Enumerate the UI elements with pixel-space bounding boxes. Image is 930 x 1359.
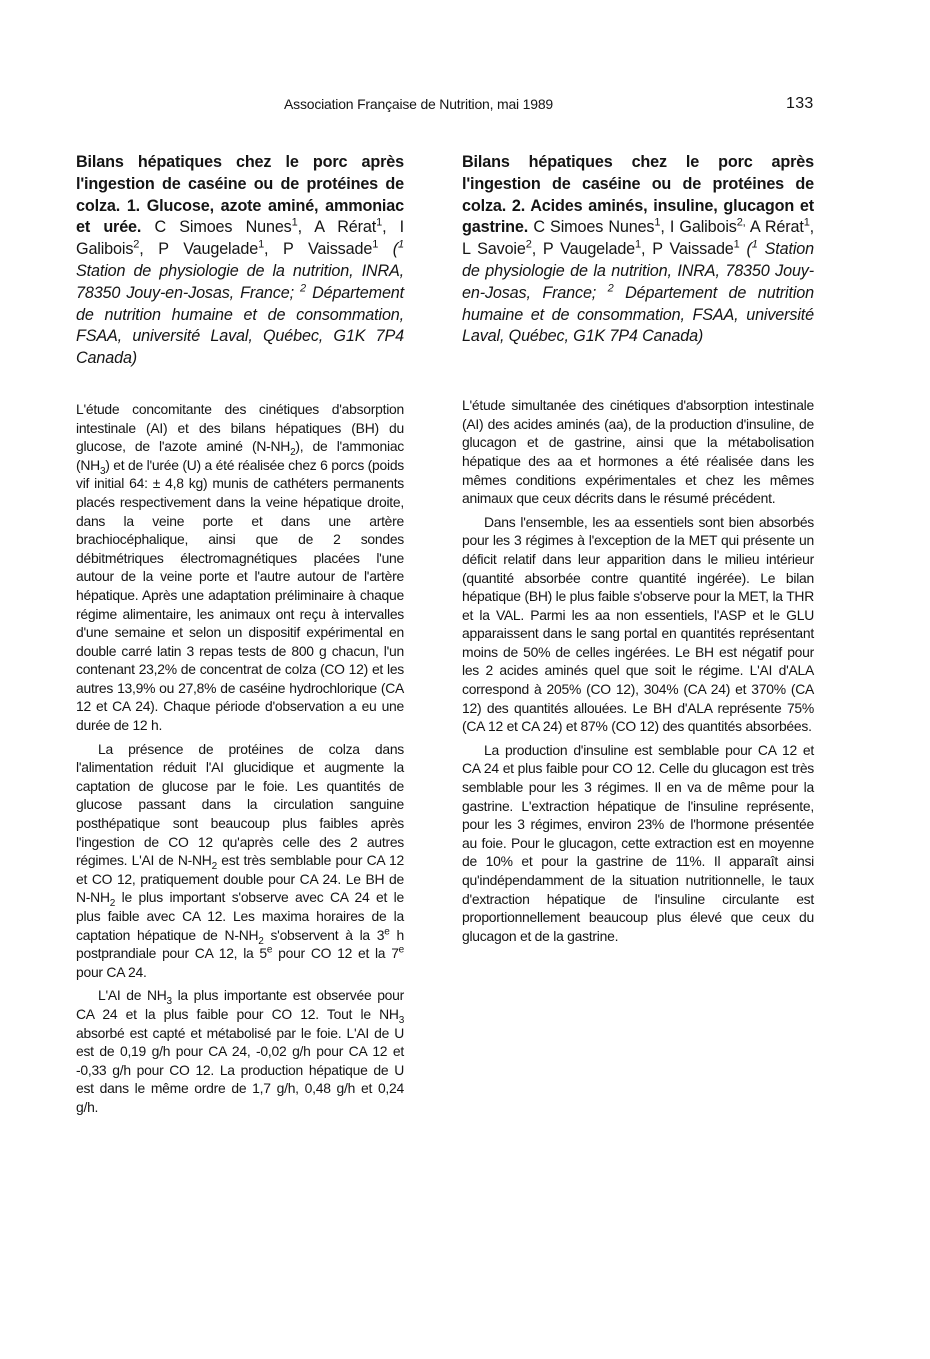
author: , I Galibois [660, 218, 737, 237]
left-affiliation: ($^1$ Station de physiologie de la nutrition, INRA, 78350 Jouy-en-Josas, France; $^2$ Département de nutrition humaine et de consommation, FSAA, université Laval, Québec, G1K 7P4 Canada) [76, 238, 404, 368]
right-abstract-title: Bilans hépatiques chez le porc après l'ingestion de caséine ou de protéines de colza. 2. Acides aminés, insuline, glucagon et gastrine. [462, 153, 814, 237]
right-affiliation: ($^1$ Station de physiologie de la nutrition, INRA, 78350 Jouy-en-Josas, France; $^2$ Département de nutrition humaine et de consommation, FSAA, université Laval, Québec, G1K 7P4 Canada) [462, 238, 814, 346]
right-abstract-header [462, 152, 814, 348]
author: , P Vaugelade [531, 240, 636, 259]
author-affil-mark: 1 [372, 238, 379, 251]
left-paragraph-1: L'étude concomitante des cinétiques d'absorption intestinale (AI) et des bilans hépatiques (BH) du glucose, de l'azote aminé $(N-NH_2)$, de l'ammoniac $(NH_3)$ et de l'urée (U) a été réalisée chez 6 porcs (poids vif initial 64: ± 4,8 kg) munis de cathéters permanents placés respectivement dans la veine hépatique droite, dans la veine porte et dans une artère brachiocéphalique, ainsi que de 2 sondes débitmétriques électromagnétiques placées l'une autour de la veine porte et l'autre autour de l'artère hépatique. Après une adaptation préliminaire à chaque régime alimentaire, les animaux ont reçu à intervalles d'une semaine et selon un dispositif expérimental en double carré latin 3 repas tests de 800 g chacun, l'un contenant 23,2% de concentrat de colza (CO 12) et les autres 13,9% ou 27,8% de caséine hydrochlorique (CA 12 et CA 24). Chaque période d'observation a eu une durée de 12 h. [76, 400, 405, 734]
author: , L Savoie [462, 218, 815, 259]
running-header [0, 96, 930, 118]
author-affil-mark: 1 [376, 217, 383, 229]
author-affil-mark: 2, [736, 217, 746, 229]
left-abstract-header [76, 152, 404, 370]
author: C Simoes Nunes [533, 218, 655, 237]
author-affil-mark: 1 [291, 217, 298, 229]
author-affil-mark: 2 [525, 238, 532, 251]
author: A Rérat [745, 218, 804, 237]
left-paragraph-3: L'AI de $NH_3$ la plus importante est observée pour CA 24 et la plus faible pour CO 12. Tout le $NH_3$ absorbé est capté et métabolisé par le foie. L'AI de U est de 0,19 g/h pour CA 24, -0,02 g/h pour CA 12 et -0,33 g/h pour CO 12. La production hépatique de U est dans le même ordre de 1,7 g/h, 0,48 g/h et 0,24 g/h. [76, 987, 405, 1115]
left-abstract [76, 152, 404, 1122]
author: , I Galibois [76, 218, 404, 259]
author: , P Vaissade [641, 240, 734, 259]
author-affil-mark: 2 [133, 238, 140, 251]
author-affil-mark: 1 [258, 238, 265, 251]
author: , P Vaissade [264, 240, 373, 259]
page-number: 133 [786, 95, 814, 112]
left-abstract-title: Bilans hépatiques chez le porc après l'ingestion de caséine ou de protéines de colza. 1. Glucose, azote aminé, ammoniac et urée. [76, 153, 404, 237]
right-paragraph-3: La production d'insuline est semblable pour CA 12 et CA 24 et plus faible pour CO 12. Celle du glucagon est très semblable pour les 3 régimes. Il en va de même pour la gastrine. L'extraction hépatique de l'insuline représente, pour les 3 régimes, environ 23% de l'hormone présentée au foie. Pour le glucagon, cette extraction est en moyenne de 10% et pour la gastrine de 11%. Il apparaît ainsi qu'indépendamment de la situation nutritionnelle, le taux d'extraction hépatique de l'insuline circulante est proportionnellement beaucoup plus élevé que ceux du glucagon et de la gastrine. [462, 741, 814, 944]
author-affil-mark: 1 [803, 217, 810, 229]
author: , A Rérat [297, 218, 377, 237]
right-abstract [462, 152, 814, 950]
journal-title: Association Française de Nutrition, mai 1989 [284, 96, 554, 112]
right-paragraph-1: L'étude simultanée des cinétiques d'absorption intestinale (AI) des acides aminés (aa), de la production d'insuline, de glucagon et de gastrine, ainsi que la métabolisation hépatique des aa et hormones a été réalisée dans les mêmes conditions expérimentales et chez les mêmes animaux que ceux décrits dans le résumé précédent. [462, 397, 814, 507]
left-abstract-body [76, 400, 404, 1117]
right-paragraph-2: Dans l'ensemble, les aa essentiels sont bien absorbés pour les 3 régimes à l'exception de la MET qui présente un déficit relatif dans leur apparition dans le milieu intérieur (quantité absorbée contre quantité ingérée). Le bilan hépatique (BH) le plus faible s'observe pour la MET, la THR et la VAL. Parmi les aa non essentiels, l'ASP et le GLU apparaissent dans le sang portal en quantités représentant moins de 50% de celles ingérées. Le BH est négatif pour les 2 acides aminés quel que soit le régime. L'AI d'ALA correspond à 205% (CO 12), 304% (CA 24) et 370% (CA 12) des quantités allouées. Le BH d'ALA représente 75% (CA 12 et CA 24) et 87% (CO 12) des quantités absorbées. [462, 513, 814, 735]
author: , P Vaugelade [139, 240, 259, 259]
right-abstract-body [462, 396, 814, 945]
author: C Simoes Nunes [154, 218, 292, 237]
author-affil-mark: 1 [635, 238, 641, 251]
author-affil-mark: 1 [654, 217, 661, 229]
author-affil-mark: 1 [733, 238, 740, 251]
left-paragraph-2: La présence de protéines de colza dans l'alimentation réduit l'AI glucidique et augmente la captation de glucose par le foie. Les quantités de glucose passant dans la circulation sanguine posthépatique sont beaucoup plus faibles après l'ingestion de CO 12 qu'après celle des 2 autres régimes. L'AI de $N-NH_2$ est très semblable pour CA 12 et CO 12, pratiquement double pour CA 24. Le BH de $N-NH_2$ le plus important s'observe avec CA 24 et le plus faible avec CA 12. Les maxima horaires de la captation hépatique de $N-NH_2$ s'observent à la 3e h postprandiale pour CA 12, la 5e pour CO 12 et la 7e pour CA 24. [76, 740, 404, 980]
